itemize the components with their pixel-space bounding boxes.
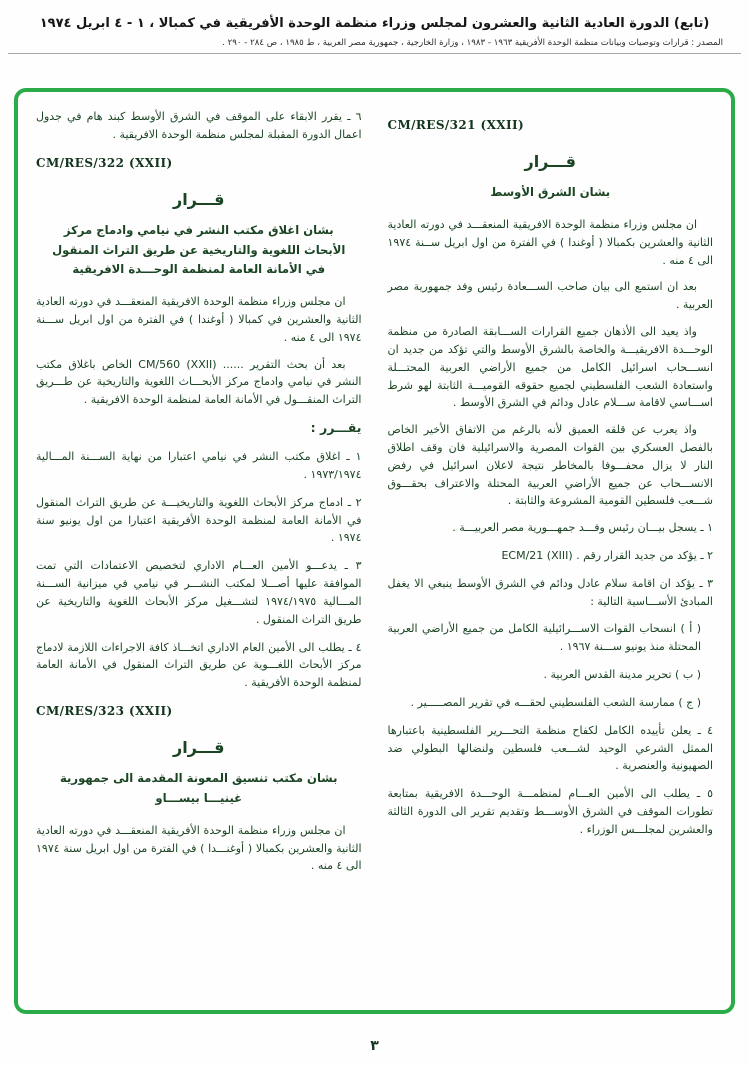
resolution-code: CM/RES/322 (XXII) xyxy=(36,155,173,170)
numbered-clause: ٢ ـ يؤكد من جديد القرار رقم . ECM/21 (XIII) xyxy=(501,549,713,563)
sub-clause: ( ج ) ممارسة الشعب الفلسطيني لحقـــه في تقرير المصـــــير . xyxy=(410,695,701,709)
paragraph: بعد أن بحث التقرير ...... CM/560 (XXII) الخاص باغلاق مكتب النشر في نيامي وادماج مركز الأبحـــاث اللغوية والتاريخية عن طـــريق التراث المنقـــول في الأمانة العامة لمنظمة الوحدة الافريقية . xyxy=(36,357,362,407)
numbered-clause: ٣ ـ يؤكد ان اقامة سلام عادل ودائم في الشرق الأوسط ينبغي الا يغفل المبادئ الأســـاسية التالية : xyxy=(387,576,713,608)
paragraph: ان مجلس وزراء منظمة الوحدة الأفريقية المنعقـــد في دورته العادية الثانية والعشرين بكمبالا ( أوغنـــدا ) في الفترة من اول ابريل سنة ١٩٧٤ الى ٤ منه . xyxy=(36,823,362,873)
page-header xyxy=(0,0,749,54)
resolution-subject: بشان الشرق الأوسط xyxy=(490,185,611,200)
source-citation: المصدر : قرارات وتوصيات وبيانات منظمة الوحدة الأفريقية ١٩٦٣ - ١٩٨٣ ، وزارة الخارجية ، جمهورية مصر العربية ، ط ١٩٨٥ ، ص ٢٨٤ - ٢٩٠ . xyxy=(8,31,741,54)
paragraph: واذ يعرب عن قلقه العميق لأنه بالرغم من الاتفاق الأخير الخاص بالفصل العسكري بين القوات المصرية والاسرائيلية فان وقف اطلاق النار لا يزال محفـــوفا بالمخاطر نتيجة لاعلان اسرائيل في رفض الانســـحاب عن جميع الأراضي العربية المحتلة والاعتراف بحقـــوق شـــعب فلسطين القومية المشروعة والثابتة . xyxy=(387,423,713,508)
page-number: ٣ xyxy=(370,1038,379,1054)
numbered-clause: ٤ ـ يطلب الى الأمين العام الاداري اتخـــاذ كافة الاجراءات اللازمة لادماج مركز الأبحاث اللغـــوية عن طريق التراث المنقول في الأمانة العامة لمنظمة الوحدة الأفريقية . xyxy=(36,640,362,690)
numbered-clause: ٢ ـ ادماج مركز الأبحاث اللغوية والتاريخيـــة عن طريق التراث المنقول في الأمانة العامة لمنظمة الوحدة الأفريقية اعتبارا من اول يونيو سنة ١٩٧٤ . xyxy=(36,495,362,545)
resolution-heading: قـــرار xyxy=(172,190,225,210)
paragraph: بعد ان استمع الى بيان صاحب الســـعادة رئيس وفد جمهورية مصر العربية . xyxy=(387,280,713,312)
resolution-code: CM/RES/323 (XXII) xyxy=(36,703,173,718)
resolution-subject: بشان اغلاق مكتب النشر في نيامي وادماج مركز الأبحاث اللغوية والتاريخية عن طريق التراث المنقول في الأمانة العامة لمنظمة الوحـــدة الافريقية xyxy=(52,222,346,277)
resolution-heading: قـــرار xyxy=(524,152,577,172)
right-column xyxy=(388,108,714,1000)
numbered-clause: ٦ ـ يقرر الابقاء على الموقف في الشرق الأوسط كبند هام في جدول اعمال الدورة المقبلة لمجلس منظمة الوحدة الافريقية . xyxy=(36,110,362,141)
resolution-heading: قـــرار xyxy=(172,738,225,758)
resolution-subject: بشان مكتب تنسيق المعونة المقدمة الى جمهورية غينيـــا بيســـاو xyxy=(60,771,338,805)
numbered-clause: ١ ـ يسجل بيـــان رئيس وفـــد جمهـــورية مصر العربيـــة . xyxy=(452,521,713,535)
numbered-clause: ٣ ـ يدعـــو الأمين العـــام الاداري لتخصيص الاعتمادات التي تمت الموافقة عليها أصـــلا لمكتب النشـــر في نيامي في ميزانية الســـنة المـــالية ١٩٧٤/١٩٧٥ لتشـــغيل مركز الأبحاث اللغوية والتاريخية عن طريق التراث المنقول . xyxy=(36,559,362,626)
numbered-clause: ٥ ـ يطلب الى الأمين العـــام لمنظمـــة الوحـــدة الافريقية بمتابعة تطورات الموقف في الشرق الأوســـط وتقديم تقرير الى الدورة الثالثة والعشرين لمجلـــس الوزراء . xyxy=(387,787,713,836)
green-document-frame xyxy=(14,88,735,1014)
sub-clause: ( أ ) انسحاب القوات الاســـرائيلية الكامل من جميع الأراضي العربية المحتلة منذ يونيو ســـنة ١٩٦٧ . xyxy=(387,622,701,654)
numbered-clause: ٤ ـ يعلن تأييده الكامل لكفاح منظمة التحـــرير الفلسطينية باعتبارها الممثل الشرعي الوحيد لشـــعب فلسطين ولنضالها البطولي ضد الصهيونية والعنصرية . xyxy=(387,723,713,773)
document-title: (تابع) الدورة العادية الثانية والعشرون لمجلس وزراء منظمة الوحدة الأفريقية في كمبالا ، ١ - ٤ ابريل ١٩٧٤ xyxy=(39,16,710,31)
paragraph: ان مجلس وزراء منظمة الوحدة الافريقية المنعقـــد في دورته العادية الثانية والعشرين في كمبالا ( أوغندا ) في الفترة من اول ابريل ســـنة ١٩٧٤ الى ٤ منه . xyxy=(36,295,362,344)
resolution-code: CM/RES/321 (XXII) xyxy=(387,118,525,132)
two-column-layout xyxy=(36,108,713,1000)
left-column xyxy=(36,108,362,1000)
paragraph: ان مجلس وزراء منظمة الوحدة الافريقية المنعقـــد في دورته العادية الثانية والعشرين بكمبالا ( أوغندا ) في الفترة من اول ابريل ســنة ١٩٧٤ الى ٤ منه . xyxy=(387,218,713,267)
paragraph: واذ يعيد الى الأذهان جميع القرارات الســـابقة الصادرة من منظمة الوحـــدة الافريقيـــة والخاصة بالشرق الأوسط والتي تؤكد من جديد ان انســـحاب اسرائيل الكامل من جميع الأراضي العربية المحتـــلة واستعادة الشعب الفلسطيني لجميع حقوقه القوميـــة الثابتة لهو شرط اســـاسي لاقامة ســـلام عادل ودائم في الشرق الأوسط . xyxy=(387,325,713,410)
sub-clause: ( ب ) تحرير مدينة القدس العربية . xyxy=(543,668,701,682)
numbered-clause: ١ ـ اغلاق مكتب النشر في نيامي اعتبارا من نهاية الســـنة المـــالية ١٩٧٣/١٩٧٤ . xyxy=(36,450,362,482)
decides-label: يقـــرر : xyxy=(310,419,362,435)
